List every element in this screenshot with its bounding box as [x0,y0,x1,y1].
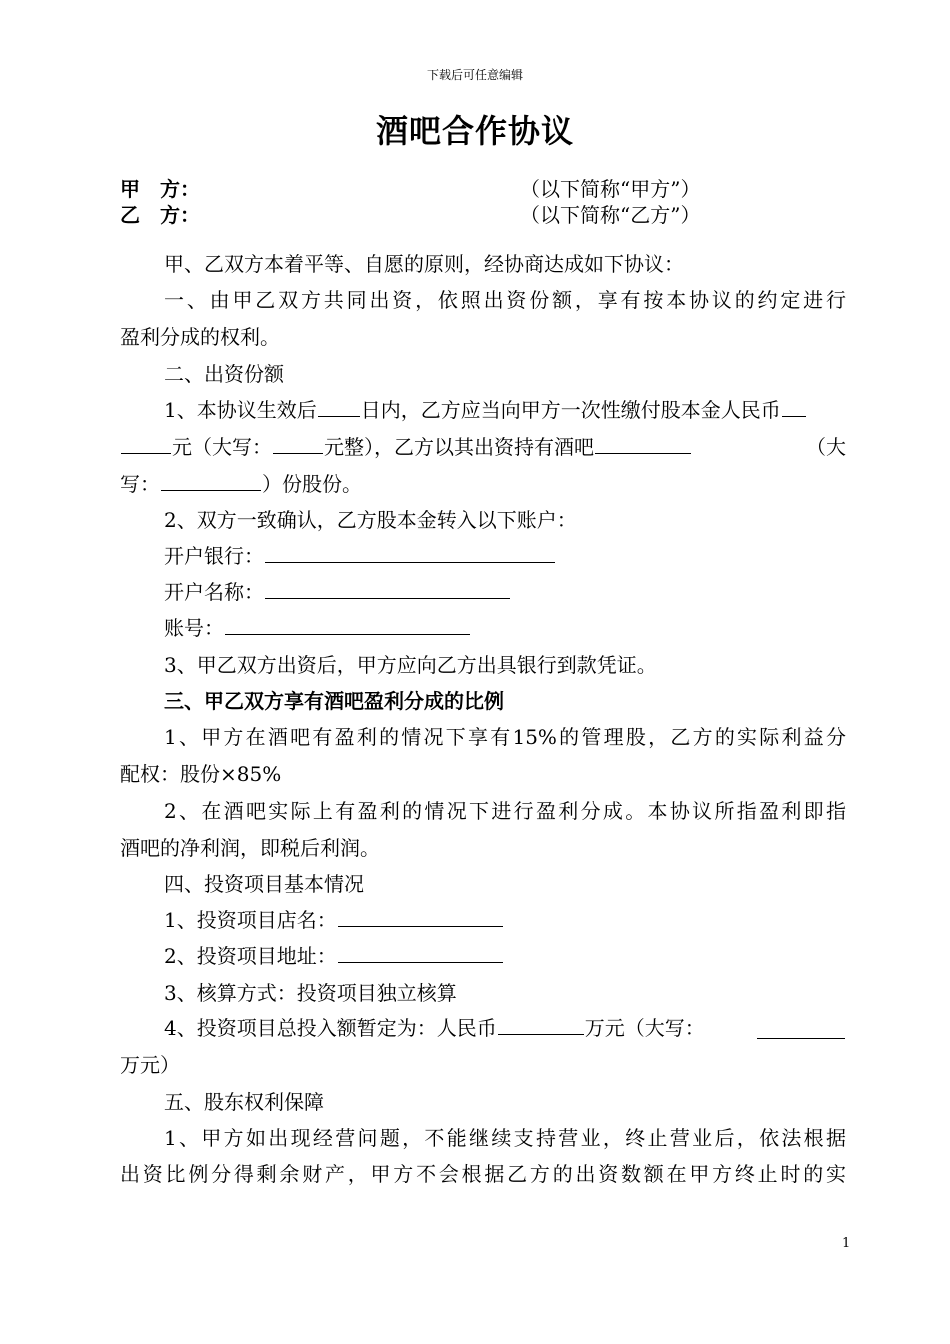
account-name-row [164,578,846,606]
section1-line2: 盈利分成的权利。 [120,325,280,349]
project-address-blank[interactable] [338,942,503,963]
party-a-label: 甲 方： [120,177,200,201]
amount-blank-part1[interactable] [782,396,806,417]
header-note: 下载后可任意编辑 [426,68,523,82]
account-number-label: 账号： [164,616,224,640]
intro-paragraph: 甲、乙双方本着平等、自愿的原则，经协商达成如下协议： [164,252,684,276]
clause-text: 元（大写： [172,435,272,459]
account-name-label: 开户名称： [164,580,264,604]
document-title: 酒吧合作协议 [375,112,574,150]
clause-text: （大 [806,435,846,459]
project-address-label: 2、投资项目地址： [164,944,337,968]
section2-clause1-line3 [120,470,846,498]
bank-blank[interactable] [265,542,555,563]
project-address-row [164,942,846,970]
section3-clause2-line1: 2、在酒吧实际上有盈利的情况下进行盈利分成。本协议所指盈利即指 [164,799,846,823]
account-number-blank[interactable] [225,614,470,635]
account-name-blank[interactable] [265,578,510,599]
days-blank[interactable] [318,396,360,417]
bank-label: 开户银行： [164,544,264,568]
section4-heading: 四、投资项目基本情况 [164,872,364,896]
project-name-blank[interactable] [338,906,503,927]
section2-clause2: 2、双方一致确认，乙方股本金转入以下账户： [164,508,577,532]
clause-text: 4、投资项目总投入额暂定为：人民币 [164,1016,497,1040]
project-name-label: 1、投资项目店名： [164,908,337,932]
clause-text: 元整），乙方以其出资持有酒吧 [324,435,594,459]
section5-heading: 五、股东权利保障 [164,1090,324,1114]
total-investment-row [164,1014,846,1042]
amount-blank-part2[interactable] [121,433,171,454]
clause-text: ）份股份。 [262,472,362,496]
project-name-row [164,906,846,934]
investment-amount-blank[interactable] [498,1014,584,1035]
total-investment-line2: 万元） [120,1053,180,1077]
section2-clause3: 3、甲乙双方出资后，甲方应向乙方出具银行到款凭证。 [164,653,657,677]
account-number-row [164,614,846,642]
section2-clause1-line1 [164,396,846,424]
accounting-method: 3、核算方式：投资项目独立核算 [164,981,457,1005]
amount-capital-blank[interactable] [273,433,323,454]
clause-text: 1、本协议生效后 [164,398,317,422]
party-a-alias: （以下简称“甲方”） [520,177,701,201]
shares-blank[interactable] [595,433,691,454]
page-number: 1 [842,1236,851,1251]
clause-text: 写： [120,472,160,496]
section3-heading: 三、甲乙双方享有酒吧盈利分成的比例 [164,689,504,713]
party-b-label: 乙 方： [120,203,200,227]
bank-row [164,542,846,570]
section3-clause1-line1: 1、甲方在酒吧有盈利的情况下享有15%的管理股，乙方的实际利益分 [164,725,846,749]
section2-clause1-line2 [120,433,846,461]
investment-capital-blank[interactable] [757,1018,845,1039]
clause-text: 日内，乙方应当向甲方一次性缴付股本金人民币 [360,398,781,422]
section3-clause1-line2: 配权：股份×85% [120,762,282,786]
section1-line1: 一、由甲乙双方共同出资，依照出资份额，享有按本协议的约定进行 [164,288,846,312]
section5-clause1-line2: 出资比例分得剩余财产，甲方不会根据乙方的出资数额在甲方终止时的实 [120,1162,846,1186]
section3-clause2-line2: 酒吧的净利润，即税后利润。 [120,836,380,860]
clause-text: 万元（大写： [584,1016,705,1040]
party-b-alias: （以下简称“乙方”） [520,203,701,227]
shares-capital-blank[interactable] [161,470,261,491]
section2-heading: 二、出资份额 [164,362,284,386]
section5-clause1-line1: 1、甲方如出现经营问题，不能继续支持营业，终止营业后，依法根据 [164,1126,846,1150]
